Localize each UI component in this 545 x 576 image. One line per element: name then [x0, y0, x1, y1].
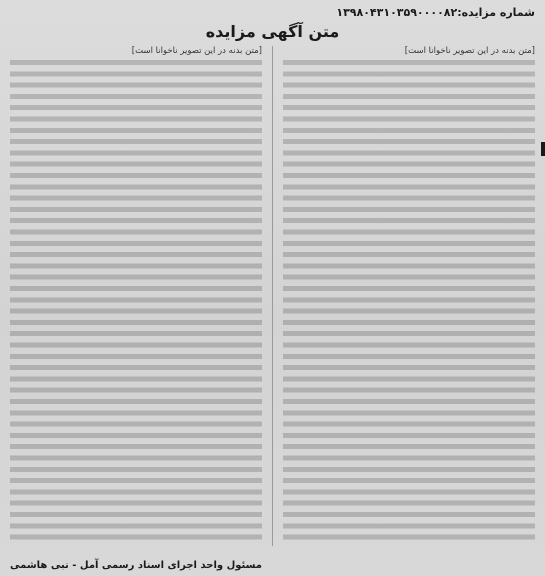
- left-column-text: [متن بدنه در این تصویر ناخوانا است]: [131, 46, 262, 56]
- notice-right-column: [283, 46, 535, 546]
- file-number: شماره مزایده:۱۳۹۸۰۴۳۱۰۳۵۹۰۰۰۰۸۲: [336, 6, 535, 19]
- notice-title: متن آگهی مزایده: [205, 22, 340, 41]
- right-column-text: [متن بدنه در این تصویر ناخوانا است]: [404, 46, 535, 56]
- left-column-text-texture: [10, 60, 262, 546]
- column-divider: [272, 46, 273, 546]
- signature-line: مسئول واحد اجرای اسناد رسمی آمل - نبی هاشمی: [10, 560, 262, 571]
- notice-left-column: [10, 46, 262, 546]
- edge-mark: [541, 142, 545, 156]
- notice-body: [10, 46, 535, 546]
- right-column-text-texture: [283, 60, 535, 546]
